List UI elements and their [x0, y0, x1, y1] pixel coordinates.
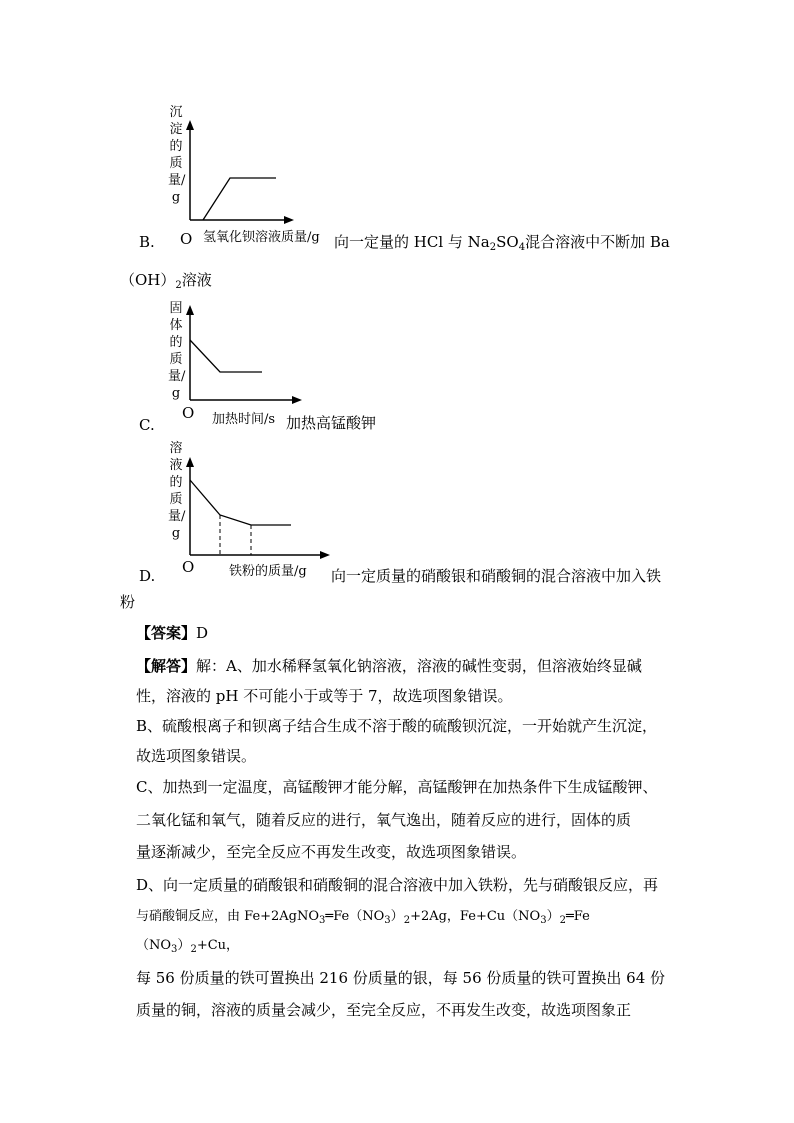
graph-d-ylabel: 溶液的质量/g [168, 441, 186, 541]
explanation-d-line4: 每 56 份质量的铁可置换出 216 份质量的银，每 56 份质量的铁可置换出 64 份 [136, 969, 666, 987]
answer-value: D [196, 624, 209, 642]
explanation-c-line1: C、加热到一定温度，高锰酸钾才能分解，高锰酸钾在加热条件下生成锰酸钾、 [136, 778, 658, 796]
graph-c-ylabel: 固体的质量/g [168, 301, 186, 401]
explanation-b-line2: 故选项图象错误。 [136, 747, 257, 765]
explanation-a-line2: 性，溶液的 pH 不可能小于或等于 7，故选项图象错误。 [136, 687, 513, 705]
answer-tag: 【答案】 [136, 624, 197, 642]
graph-b-description-line2: $(OH)_2$溶液 [120, 271, 212, 291]
explanation-d-line2: 与硝酸铜反应，由 $Fe+2AgNO_3═Fe(NO_3)_2+2Ag$，$Fe+Cu(NO_3)_2═Fe$ [136, 909, 590, 926]
explanation-b-line1: B、硫酸根离子和钡离子结合生成不溶于酸的硫酸钡沉淀，一开始就产生沉淀， [136, 717, 658, 735]
graph-b-ylabel: 沉淀的质量/g [168, 105, 186, 205]
graph-b-option: B. [139, 233, 155, 251]
explanation-d-line5: 质量的铜，溶液的质量会减少，至完全反应，不再发生改变，故选项图象正 [136, 1001, 632, 1019]
answer-line [136, 623, 208, 643]
graph-d-x-arrow [320, 551, 330, 559]
graph-d-xlabel: 铁粉的质量/g [229, 564, 307, 579]
graph-c-option: C. [139, 416, 155, 434]
explanation-a-line1: 【解答】解：A、加水稀释氢氧化钠溶液，溶液的碱性变弱，但溶液始终显碱 [136, 657, 642, 675]
explanation-c-line2: 二氧化锰和氧气，随着反应的进行，氧气逸出，随着反应的进行，固体的质 [136, 811, 632, 829]
graph-c-description: 加热高锰酸钾 [286, 414, 377, 432]
explanation-tag: 【解答】 [136, 657, 197, 675]
graph-b-origin: O [180, 230, 193, 248]
graph-b-description: 向一定量的 HCl 与 $Na_2SO_4$混合溶液中不断加 Ba [334, 233, 670, 253]
graph-d-option: D. [139, 567, 156, 585]
graph-d-description-line2: 粉 [120, 593, 136, 611]
graph-d-y-arrow [186, 457, 194, 467]
graph-d-description: 向一定质量的硝酸银和硝酸铜的混合溶液中加入铁 [331, 567, 662, 585]
graph-b-xlabel: 氢氧化钡溶液质量/g [203, 230, 320, 245]
explanation-d-line3: $(NO_3)_2+Cu$， [136, 938, 240, 955]
explanation-d-line1: D、向一定质量的硝酸银和硝酸铜的混合溶液中加入铁粉，先与硝酸银反应，再 [136, 876, 659, 894]
graph-c-xlabel: 加热时间/s [212, 412, 276, 427]
explanation-c-line3: 量逐渐减少，至完全反应不再发生改变，故选项图象错误。 [136, 843, 527, 861]
graph-d-origin: O [182, 558, 195, 576]
graph-c-origin: O [182, 404, 195, 422]
graph-d-curve [190, 480, 291, 525]
